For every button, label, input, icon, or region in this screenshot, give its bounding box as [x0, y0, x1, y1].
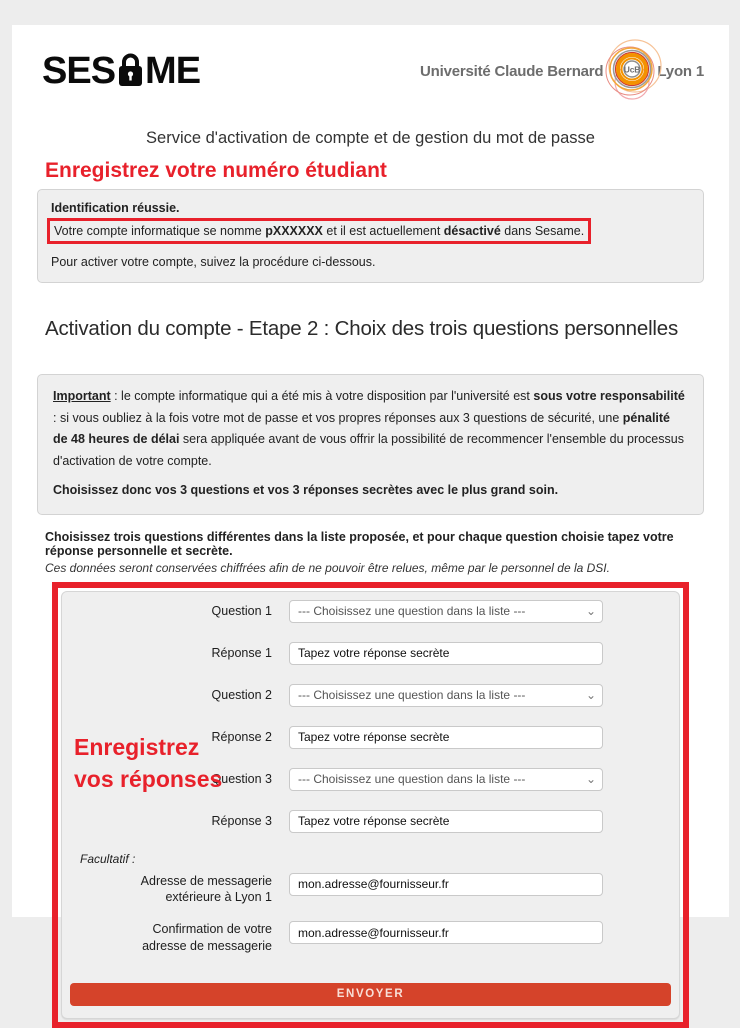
answer-3-label: Réponse 3 [211, 814, 272, 829]
external-email-label-line2: extérieure à Lyon 1 [165, 890, 272, 905]
page-title: Service d'activation de compte et de gestion du mot de passe [146, 129, 595, 147]
confirm-email-label-line1: Confirmation de votre [152, 922, 272, 937]
annotation-answers-line1: Enregistrez [74, 733, 200, 760]
send-button[interactable]: ENVOYER [70, 983, 671, 1006]
header [37, 39, 704, 103]
chevron-down-icon: ⌄ [585, 603, 596, 618]
external-email-label-line1: Adresse de messagerie [140, 873, 272, 888]
question-2-label: Question 2 [211, 688, 272, 703]
question-3-selected-value: --- Choisissez une question dans la liste --- [298, 771, 526, 786]
sesame-logo-text-right: ME [145, 49, 201, 92]
question-1-select[interactable] [289, 600, 603, 623]
padlock-icon [117, 52, 144, 88]
question-1-selected-value: --- Choisissez une question dans la liste --- [298, 603, 526, 618]
answer-2-label: Réponse 2 [211, 730, 272, 745]
important-notice-text: Important : le compte informatique qui a été mis à votre disposition par l'université est sous votre responsabilité : si vous oubliez à la fois votre mot de passe et vos propres réponses aux 3 questions de sécurité, une pénalité de 48 heures de délai sera appliquée avant de vous offrir la possibilité de recommencer l'ensemble du processus d'activation de votre compte. [53, 389, 685, 468]
annotation-answers [74, 731, 222, 795]
page-card [12, 25, 729, 1001]
chevron-down-icon: ⌄ [585, 771, 596, 786]
university-name-right: Lyon 1 [657, 62, 704, 80]
section-heading: Activation du compte - Etape 2 : Choix des trois questions personnelles [45, 317, 679, 341]
identification-status-box [37, 189, 704, 283]
external-email-label [70, 873, 289, 906]
university-logo [420, 36, 704, 106]
questions-form-panel [61, 591, 680, 1019]
question-3-select[interactable] [289, 768, 603, 791]
question-1-label: Question 1 [211, 604, 272, 619]
annotation-form-border [52, 582, 689, 1028]
question-3-label: Question 3 [211, 772, 272, 787]
important-notice-bold-text: Choisissez donc vos 3 questions et vos 3 réponses secrètes avec le plus grand soin. [53, 483, 559, 498]
answer-1-input[interactable] [289, 642, 603, 665]
status-instruction-text: Pour activer votre compte, suivez la procédure ci-dessous. [51, 255, 376, 270]
sesame-logo [37, 50, 200, 93]
confirm-email-input[interactable] [289, 921, 603, 944]
status-success-text: Identification réussie. [51, 201, 180, 215]
university-name-left: Université Claude Bernard [420, 62, 604, 80]
external-email-input[interactable] [289, 873, 603, 896]
question-2-select[interactable] [289, 684, 603, 707]
annotation-answers-line2: vos réponses [74, 766, 223, 793]
instructions-line2: Ces données seront conservées chiffrées afin de ne pouvoir être relues, même par le personnel de la DSI. [45, 560, 610, 575]
confirm-email-label-line2: adresse de messagerie [142, 938, 272, 953]
sesame-logo-text-left: SES [42, 49, 116, 92]
optional-label: Facultatif : [80, 851, 136, 866]
instructions [45, 530, 704, 575]
answer-1-label: Réponse 1 [211, 646, 272, 661]
answer-3-input[interactable] [289, 810, 603, 833]
answer-2-input[interactable] [289, 726, 603, 749]
confirm-email-label [70, 921, 289, 954]
annotation-student-number: Enregistrez votre numéro étudiant [45, 159, 387, 182]
instructions-line1: Choisissez trois questions différentes dans la liste proposée, et pour chaque question choisie tapez votre réponse personnelle et secrète. [45, 529, 674, 558]
ucbl-circles-icon [599, 38, 665, 108]
ucbl-monogram: UcB [624, 64, 641, 75]
annotation-account-status-highlight: Votre compte informatique se nomme pXXXXXX et il est actuellement désactivé dans Sesame. [47, 218, 591, 244]
important-notice-box [37, 374, 704, 515]
question-2-selected-value: --- Choisissez une question dans la liste --- [298, 687, 526, 702]
chevron-down-icon: ⌄ [585, 687, 596, 702]
